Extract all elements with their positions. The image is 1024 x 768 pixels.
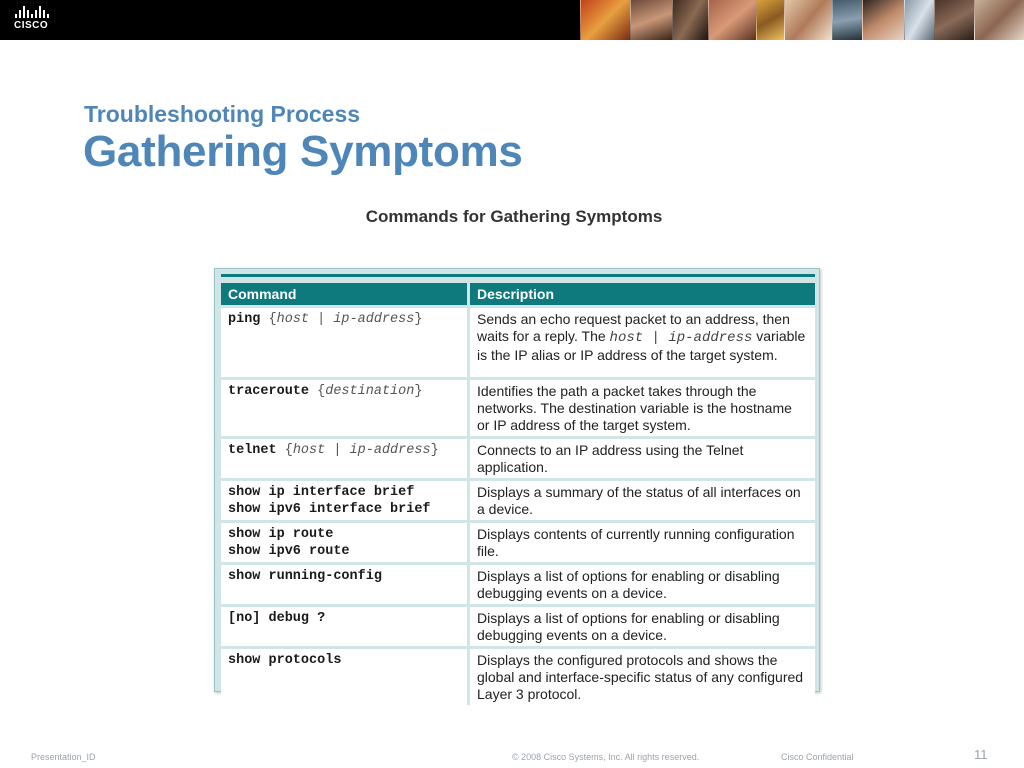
command-cell: show ip interface brief show ipv6 interface brief [221, 478, 470, 520]
command-brace: { [317, 384, 326, 399]
command-keyword: telnet [228, 443, 277, 458]
command-cell: show running-config [221, 562, 470, 604]
footer-confidential: Cisco Confidential [781, 752, 854, 762]
table-row [221, 646, 815, 705]
command-argument: host | ip-address [292, 443, 431, 458]
cisco-bars-icon [15, 6, 58, 18]
banner-photo [974, 0, 1024, 40]
banner-photo [784, 0, 832, 40]
footer-presentation-id: Presentation_ID [31, 752, 96, 762]
description-cell: Displays a list of options for enabling or disabling debugging events on a device. [470, 604, 815, 646]
description-cell: Connects to an IP address using the Telnet application. [470, 436, 815, 478]
description-cell: Displays contents of currently running configuration file. [470, 520, 815, 562]
banner-photo-strip [580, 0, 1024, 40]
table-header-row [221, 283, 815, 305]
slide-title: Gathering Symptoms [83, 127, 523, 176]
page-number: 11 [974, 747, 988, 762]
description-text: Sends an echo request packet to an address, then waits for a reply. The [477, 311, 790, 344]
slide-subtitle: Troubleshooting Process [84, 101, 361, 127]
command-brace: { [284, 443, 293, 458]
command-cell [221, 436, 470, 478]
banner-photo [756, 0, 784, 40]
table-row [221, 562, 815, 604]
command-argument: host | ip-address [276, 312, 415, 327]
table-row [221, 305, 815, 377]
description-cell: Displays a summary of the status of all interfaces on a device. [470, 478, 815, 520]
column-header-command: Command [221, 283, 470, 305]
banner-photo [934, 0, 974, 40]
banner-photo [904, 0, 934, 40]
command-brace: } [414, 312, 423, 327]
top-banner [0, 0, 1024, 40]
command-keyword: ping [228, 312, 261, 327]
command-cell [221, 377, 470, 436]
command-cell [221, 305, 470, 377]
description-cell: Displays a list of options for enabling or disabling debugging events on a device. [470, 562, 815, 604]
table-row [221, 520, 815, 562]
description-text: variable is the IP alias or IP address of the target system. [477, 328, 806, 363]
table-row [221, 436, 815, 478]
table-caption: Commands for Gathering Symptoms [365, 207, 663, 226]
commands-table-frame [214, 268, 820, 702]
table-top-rule [221, 274, 815, 277]
command-cell: show ip route show ipv6 route [221, 520, 470, 562]
table-row [221, 478, 815, 520]
banner-photo [862, 0, 904, 40]
command-brace: { [268, 312, 277, 327]
description-cell: Displays the configured protocols and shows the global and interface-specific status of any configured Layer 3 protocol. [470, 646, 815, 705]
cisco-logo [14, 6, 58, 34]
command-brace: } [414, 384, 423, 399]
banner-photo [708, 0, 756, 40]
table-row [221, 604, 815, 646]
description-cell: Identifies the path a packet takes through the networks. The destination variable is the hostname or IP address of the target system. [470, 377, 815, 436]
column-header-description: Description [470, 283, 815, 305]
banner-photo [630, 0, 672, 40]
table-row [221, 377, 815, 436]
cisco-wordmark: CISCO [14, 20, 49, 31]
commands-table [221, 283, 815, 705]
command-argument: destination [325, 384, 415, 399]
command-cell: [no] debug ? [221, 604, 470, 646]
command-cell: show protocols [221, 646, 470, 705]
description-variable: host | ip-address [609, 330, 753, 346]
command-brace: } [430, 443, 439, 458]
banner-photo [832, 0, 862, 40]
banner-photo [580, 0, 630, 40]
banner-photo [672, 0, 708, 40]
description-cell [470, 305, 815, 377]
command-keyword: traceroute [228, 384, 310, 399]
footer-copyright: © 2008 Cisco Systems, Inc. All rights reserved. [512, 752, 700, 762]
